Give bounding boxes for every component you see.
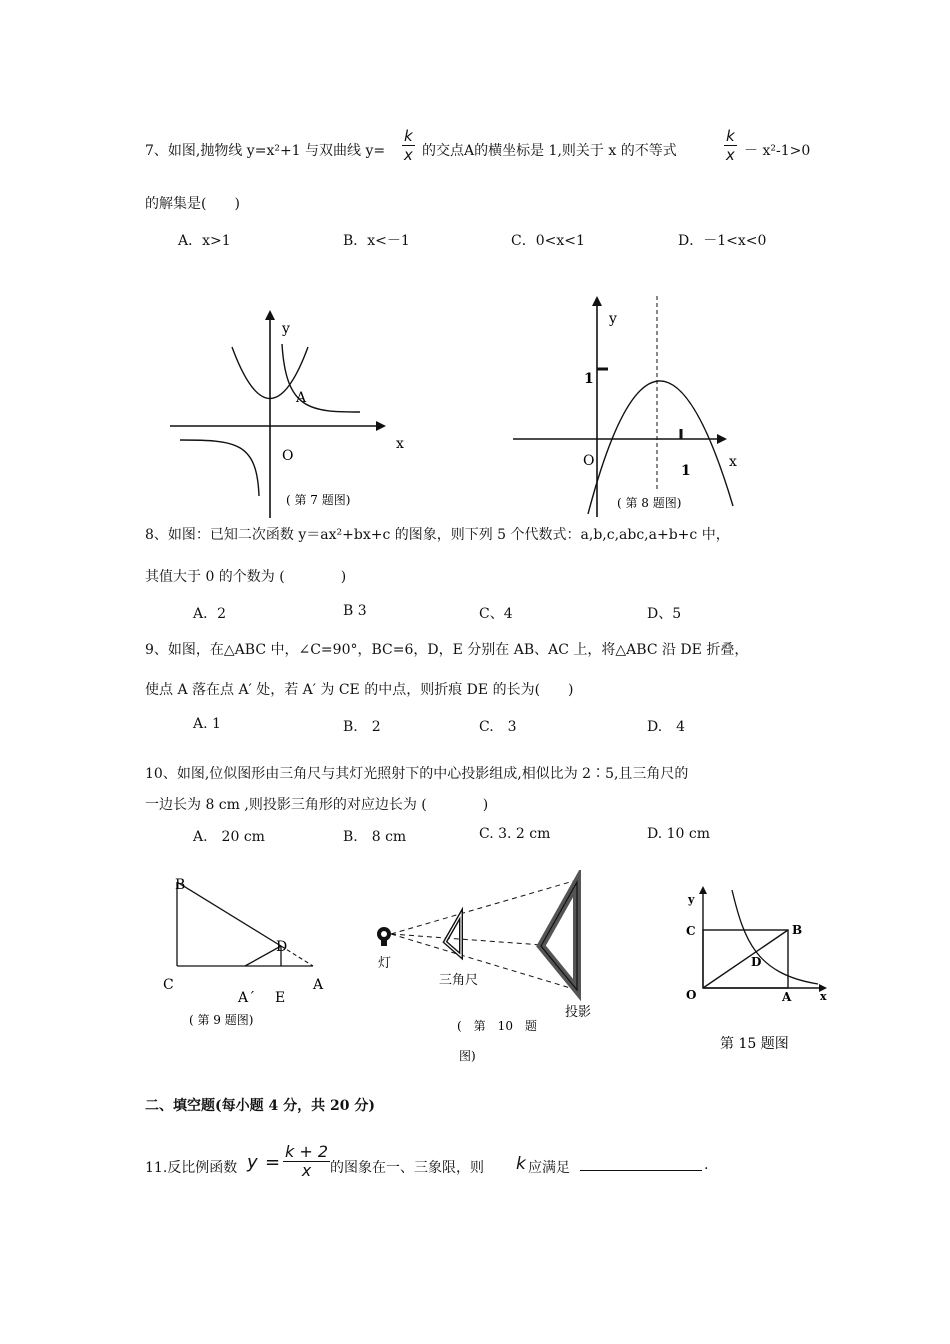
q7-frac2-num: k [726,127,735,145]
fig8-label-one-y: 1 [584,371,594,387]
fig8-label-o: O [583,453,595,469]
fig9-caption: ( 第 9 题图) [189,1013,254,1027]
fig15-label-y: y [688,893,695,906]
fig8-label-x: x [729,454,737,470]
section2-title: 二、填空题(每小题 4 分，共 20 分) [145,1098,375,1114]
q11-var-k: k [516,1154,526,1174]
fig8-parabola [588,381,733,514]
fig7-label-x: x [396,436,404,452]
q9-option-c: C. 3 [479,719,517,735]
q9-option-a: A. 1 [193,716,221,732]
q11-answer-blank [580,1156,702,1175]
fig15-hyperbola [732,890,818,984]
q7-text-pre: 7、如图,抛物线 y=x²+1 与双曲线 y= [145,143,386,159]
q7-text-post: － x²-1>0 [744,143,811,159]
fig7-label-o: O [282,448,294,464]
q11-text-end: . [704,1157,709,1173]
fig10-caption-line2: 图) [459,1049,476,1063]
fig10-ray-middle [391,934,542,945]
fig15-label-a: A [782,990,792,1004]
figure-15 [680,880,840,1060]
fig8-label-one-x: 1 [681,463,691,479]
q11-fraction [283,1143,330,1180]
q8-option-d: D、5 [647,606,682,622]
fig7-label-a: A [296,390,307,406]
q7-option-b: B．x<－1 [343,233,410,249]
fig10-label-projection: 投影 [565,1005,592,1020]
fig8-caption: ( 第 8 题图) [617,496,682,510]
fig15-label-x: x [820,990,827,1003]
fig9-label-b: B [175,877,186,893]
fig15-label-d: D [751,955,762,969]
q7-frac2-den: x [725,146,735,164]
fig15-label-b: B [792,923,803,937]
q10-option-a: A. 20 cm [193,829,265,845]
q9-option-d: D. 4 [647,719,686,735]
q7-line1 [145,140,385,160]
q11-text-mid: 的图象在一、三象限，则 [330,1160,484,1176]
q11-frac-den: x [301,1161,312,1180]
fig10-label-lamp: 灯 [378,956,392,971]
q7-frac1-den: x [403,146,413,164]
figure-9 [155,870,345,1035]
q7-fraction-2 [724,127,737,164]
q7-fraction-1 [402,127,415,164]
figure-10 [365,870,615,1065]
q8-line1: 8、如图：已知二次函数 y＝ax²+bx+c 的图象，则下列 5 个代数式：a,b,c,abc,a+b+c 中， [145,527,730,543]
q11-frac-num: k + 2 [285,1142,329,1161]
fig15-label-o: O [686,988,697,1002]
fig9-label-c: C [163,977,174,993]
q8-option-b: B 3 [343,603,367,619]
q8-option-c: C、4 [479,606,513,622]
q11-text-pre: 11.反比例函数 [145,1160,238,1176]
q10-line1: 10、如图,位似图形由三角尺与其灯光照射下的中心投影组成,相似比为 2∶5,且三角尺的 [145,766,689,782]
fig9-side-bd [177,882,281,946]
fig8-label-y: y [609,311,617,327]
q10-line2: 一边长为 8 cm ,则投影三角形的对应边长为 ( ) [145,797,489,813]
fig7-label-y: y [282,321,290,337]
fig10-caption-line1: ( 第 10 题 [457,1019,537,1033]
q11-equals: = [265,1152,281,1173]
fig9-label-a: A [313,977,324,993]
q7-text-mid: 的交点A的横坐标是 1,则关于 x 的不等式 [422,143,677,159]
fig10-label-ruler: 三角尺 [439,973,479,988]
q9-line1: 9、如图，在△ABC 中，∠C=90°，BC=6，D，E 分别在 AB、AC 上，将△ABC 沿 DE 折叠， [145,642,749,658]
fig7-hyperbola-branch-2 [180,440,259,496]
q7-frac1-num: k [404,127,413,145]
q9-option-b: B. 2 [343,719,381,735]
fig15-diagonal-ob [703,930,788,988]
q10-option-b: B. 8 cm [343,829,407,845]
q8-option-a: A．2 [193,606,227,622]
q10-option-c: C. 3. 2 cm [479,826,551,842]
figure-8 [505,292,765,524]
fig15-label-c: C [686,924,696,938]
q7-option-a: A．x>1 [178,233,231,249]
fig9-label-a-prime: A´ [238,990,256,1006]
q7-option-c: C．0<x<1 [511,233,585,249]
q9-line2: 使点 A 落在点 A′ 处，若 A′ 为 CE 的中点，则折痕 DE 的长为( ) [145,682,574,698]
q7-option-d: D．－1<x<0 [678,233,767,249]
q7-line2: 的解集是( ) [145,196,240,212]
fig7-caption: ( 第 7 题图) [286,493,351,507]
q8-line2: 其值大于 0 的个数为 ( ) [145,569,347,585]
fig9-label-d: D [276,939,288,955]
q11-var-y: y [247,1152,258,1173]
q10-option-d: D. 10 cm [647,826,711,842]
fig9-label-e: E [275,990,286,1006]
q11-text-post: 应满足 [528,1160,570,1176]
fig15-caption: 第 15 题图 [720,1036,789,1052]
figure-7 [160,300,410,525]
